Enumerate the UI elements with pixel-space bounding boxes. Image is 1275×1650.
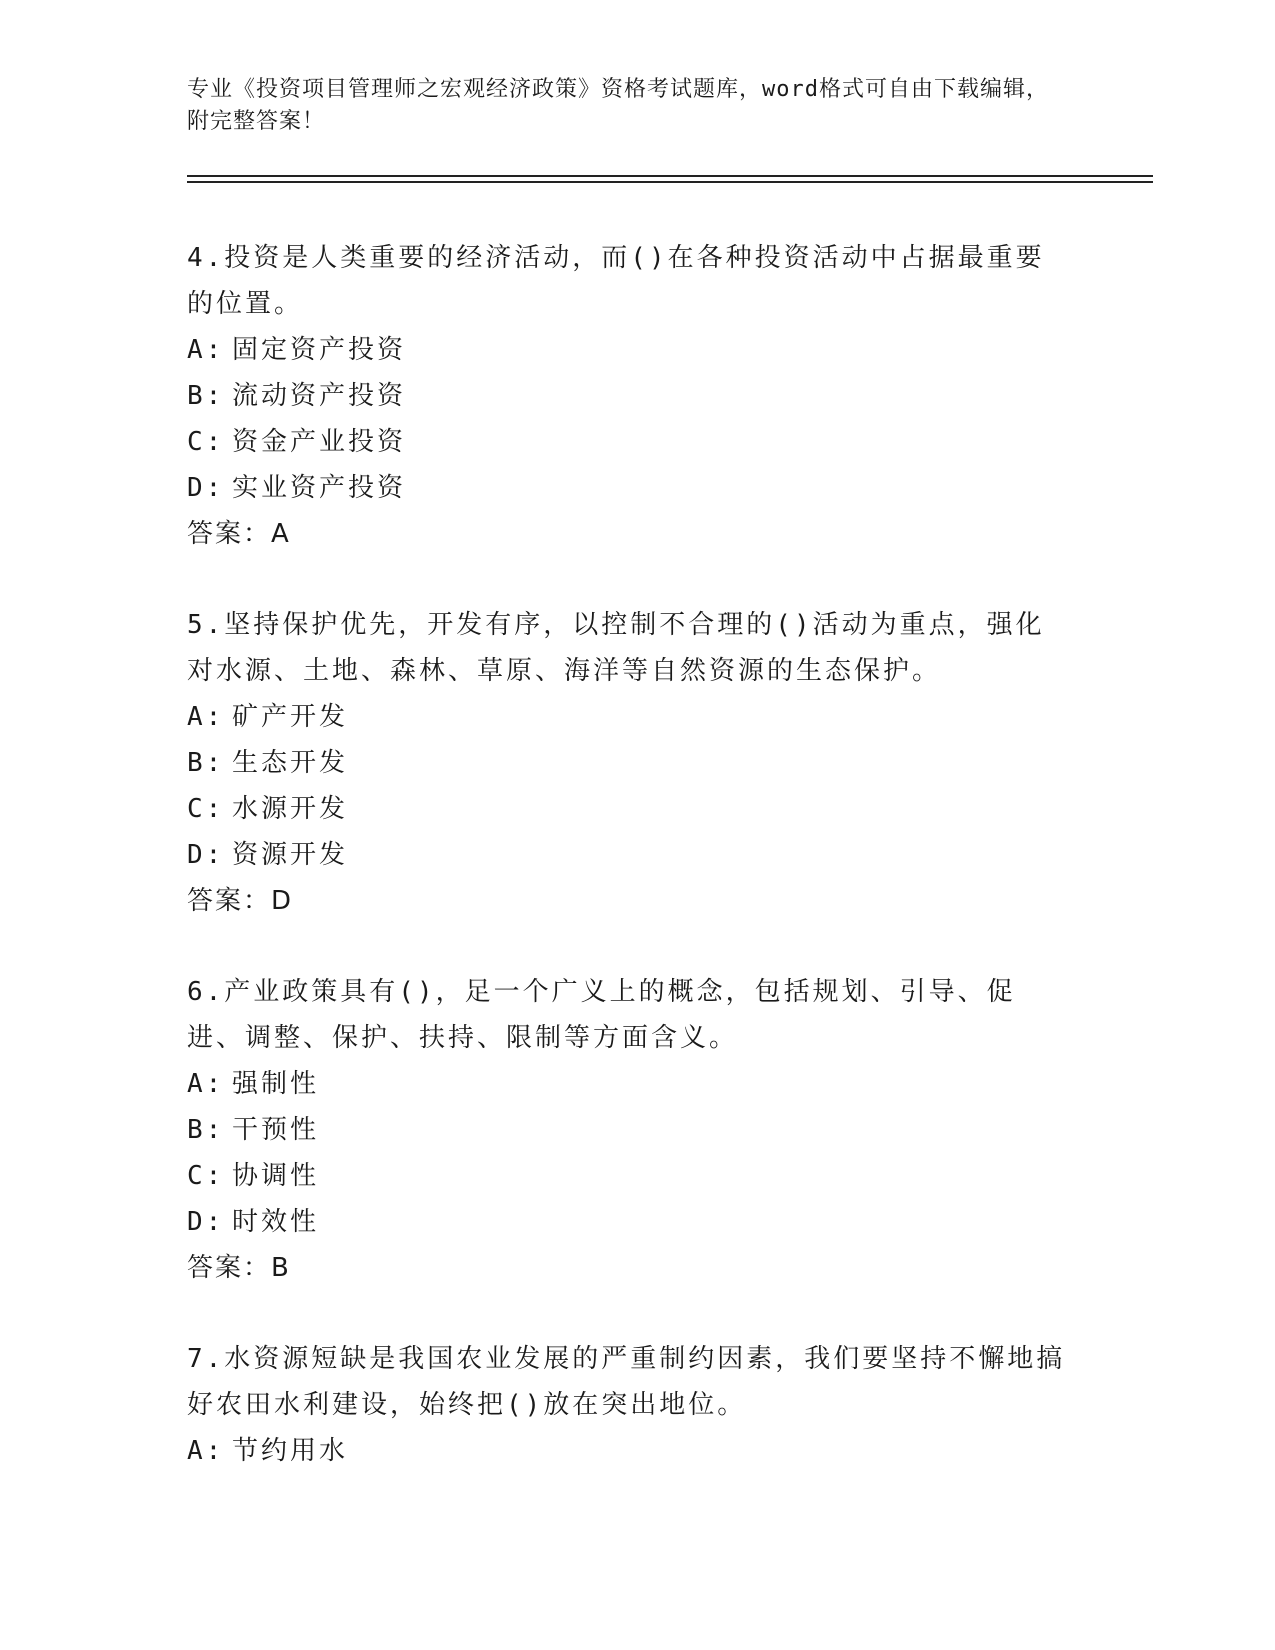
- question-stem: 7.水资源短缺是我国农业发展的严重制约因素，我们要坚持不懈地搞好农田水利建设，始终把()放在突出地位。: [187, 1344, 1066, 1420]
- option-text: 干预性: [232, 1115, 320, 1145]
- option-d: [187, 465, 1067, 511]
- option-letter: A:: [187, 335, 225, 365]
- option-a: [187, 1061, 1067, 1107]
- option-letter: D:: [187, 1207, 225, 1237]
- question-5: [187, 602, 1067, 924]
- option-text: 节约用水: [232, 1436, 349, 1466]
- option-letter: B:: [187, 381, 225, 411]
- header-divider-top: [187, 175, 1153, 177]
- option-letter: C:: [187, 427, 225, 457]
- option-text: 生态开发: [232, 748, 349, 778]
- option-text: 时效性: [232, 1207, 320, 1237]
- option-text: 流动资产投资: [232, 381, 407, 411]
- option-letter: B:: [187, 748, 225, 778]
- answer-line: 答案：B: [187, 1253, 291, 1283]
- option-letter: C:: [187, 1161, 225, 1191]
- option-d: [187, 1199, 1067, 1245]
- option-letter: D:: [187, 473, 225, 503]
- option-c: [187, 1153, 1067, 1199]
- question-4: [187, 235, 1067, 557]
- option-text: 矿产开发: [232, 702, 349, 732]
- question-6: [187, 969, 1067, 1291]
- option-letter: A:: [187, 1436, 225, 1466]
- option-text: 水源开发: [232, 794, 349, 824]
- option-text: 协调性: [232, 1161, 320, 1191]
- header-divider-bottom: [187, 181, 1153, 183]
- question-stem: 5.坚持保护优先，开发有序，以控制不合理的()活动为重点，强化对水源、土地、森林、草原、海洋等自然资源的生态保护。: [187, 610, 1045, 686]
- option-b: [187, 373, 1067, 419]
- option-a: [187, 694, 1067, 740]
- option-letter: A:: [187, 702, 225, 732]
- question-7: [187, 1336, 1067, 1474]
- option-text: 实业资产投资: [232, 473, 407, 503]
- option-c: [187, 419, 1067, 465]
- answer-line: 答案：D: [187, 886, 294, 916]
- option-text: 资源开发: [232, 840, 349, 870]
- option-b: [187, 740, 1067, 786]
- option-text: 资金产业投资: [232, 427, 407, 457]
- option-letter: C:: [187, 794, 225, 824]
- option-text: 强制性: [232, 1069, 320, 1099]
- option-c: [187, 786, 1067, 832]
- option-text: 固定资产投资: [232, 335, 407, 365]
- option-letter: D:: [187, 840, 225, 870]
- option-b: [187, 1107, 1067, 1153]
- document-header: 专业《投资项目管理师之宏观经济政策》资格考试题库，word格式可自由下载编辑，附完整答案！: [187, 77, 1049, 134]
- option-letter: B:: [187, 1115, 225, 1145]
- question-stem: 6.产业政策具有()，足一个广义上的概念，包括规划、引导、促进、调整、保护、扶持、限制等方面含义。: [187, 977, 1016, 1053]
- option-d: [187, 832, 1067, 878]
- option-letter: A:: [187, 1069, 225, 1099]
- option-a: [187, 327, 1067, 373]
- question-list: [187, 235, 1067, 1519]
- question-stem: 4.投资是人类重要的经济活动，而()在各种投资活动中占据最重要的位置。: [187, 243, 1045, 319]
- answer-line: 答案：A: [187, 519, 291, 549]
- option-a: [187, 1428, 1067, 1474]
